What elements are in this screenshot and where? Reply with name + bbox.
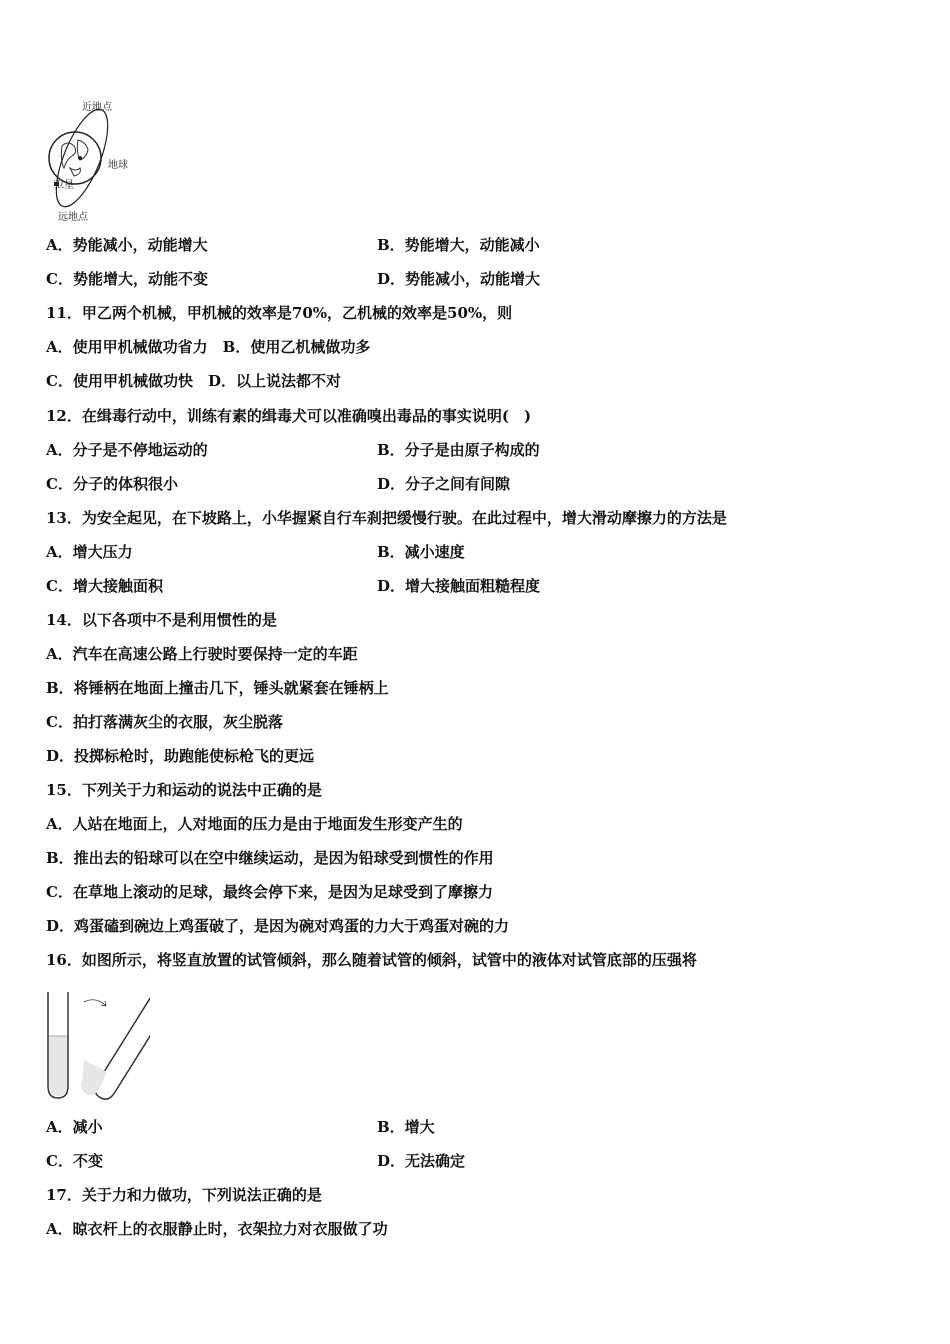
q14-option-d: D．投掷标枪时，助跑能使标枪飞的更远: [46, 747, 315, 765]
q15-option-d: D．鸡蛋磕到碗边上鸡蛋破了，是因为碗对鸡蛋的力大于鸡蛋对碗的力: [46, 917, 510, 935]
q13-option-a: A．增大压力: [46, 543, 133, 561]
q12-option-b: B．分子是由原子构成的: [377, 441, 540, 459]
q12-stem: 12．在缉毒行动中，训练有素的缉毒犬可以准确嗅出毒品的事实说明( ): [46, 407, 532, 425]
earth-label: 地球: [108, 160, 128, 171]
q14-stem: 14．以下各项中不是利用惯性的是: [46, 611, 277, 629]
satellite-label: 卫星: [54, 180, 74, 191]
q10-option-d: D．势能减小，动能增大: [377, 270, 541, 288]
q16-stem: 16．如图所示，将竖直放置的试管倾斜，那么随着试管的倾斜，试管中的液体对试管底部的压强将: [46, 951, 697, 969]
tilted-tube-liquid: [81, 1060, 107, 1095]
q14-option-b: B．将锤柄在地面上撞击几下，锤头就紧套在锤柄上: [46, 679, 389, 697]
q12-option-d: D．分子之间有间隙: [377, 475, 511, 493]
q11-options-line1: A．使用甲机械做功省力 B．使用乙机械做功多: [46, 338, 371, 356]
q13-option-d: D．增大接触面粗糙程度: [377, 577, 541, 595]
q10-option-b: B．势能增大，动能减小: [377, 236, 540, 254]
q16-option-d: D．无法确定: [377, 1152, 466, 1170]
q13-stem: 13．为安全起见，在下坡路上，小华握紧自行车刹把缓慢行驶。在此过程中，增大滑动摩擦力的方法是: [46, 509, 727, 527]
q14-option-c: C．拍打落满灰尘的衣服，灰尘脱落: [46, 713, 283, 731]
satellite-orbit-figure: [40, 98, 150, 226]
q15-option-a: A．人站在地面上，人对地面的压力是由于地面发生形变产生的: [46, 815, 463, 833]
vertical-tube-liquid: [49, 1036, 67, 1096]
q15-stem: 15．下列关于力和运动的说法中正确的是: [46, 781, 322, 799]
q10-option-c: C．势能增大，动能不变: [46, 270, 208, 288]
perigee-label: 近地点: [82, 102, 112, 113]
q17-stem: 17．关于力和力做功，下列说法正确的是: [46, 1186, 322, 1204]
earth-center: [78, 156, 82, 160]
q12-option-a: A．分子是不停地运动的: [46, 441, 208, 459]
q10-option-a: A．势能减小，动能增大: [46, 236, 208, 254]
q13-option-b: B．减小速度: [377, 543, 465, 561]
q16-option-b: B．增大: [377, 1118, 435, 1136]
q11-options-line2: C．使用甲机械做功快 D．以上说法都不对: [46, 372, 341, 390]
q16-option-a: A．减小: [46, 1118, 103, 1136]
earth-continents: [61, 140, 88, 176]
q11-stem: 11．甲乙两个机械，甲机械的效率是70%，乙机械的效率是50%，则: [46, 304, 513, 322]
q14-option-a: A．汽车在高速公路上行驶时要保持一定的车距: [46, 645, 358, 663]
q17-option-a: A．晾衣杆上的衣服静止时，衣架拉力对衣服做了功: [46, 1220, 388, 1238]
q16-option-c: C．不变: [46, 1152, 103, 1170]
test-tube-figure: [40, 990, 150, 1102]
q12-option-c: C．分子的体积很小: [46, 475, 178, 493]
q15-option-b: B．推出去的铅球可以在空中继续运动，是因为铅球受到惯性的作用: [46, 849, 494, 867]
q15-option-c: C．在草地上滚动的足球，最终会停下来，是因为足球受到了摩擦力: [46, 883, 493, 901]
q13-option-c: C．增大接触面积: [46, 577, 163, 595]
apogee-label: 远地点: [58, 212, 88, 223]
